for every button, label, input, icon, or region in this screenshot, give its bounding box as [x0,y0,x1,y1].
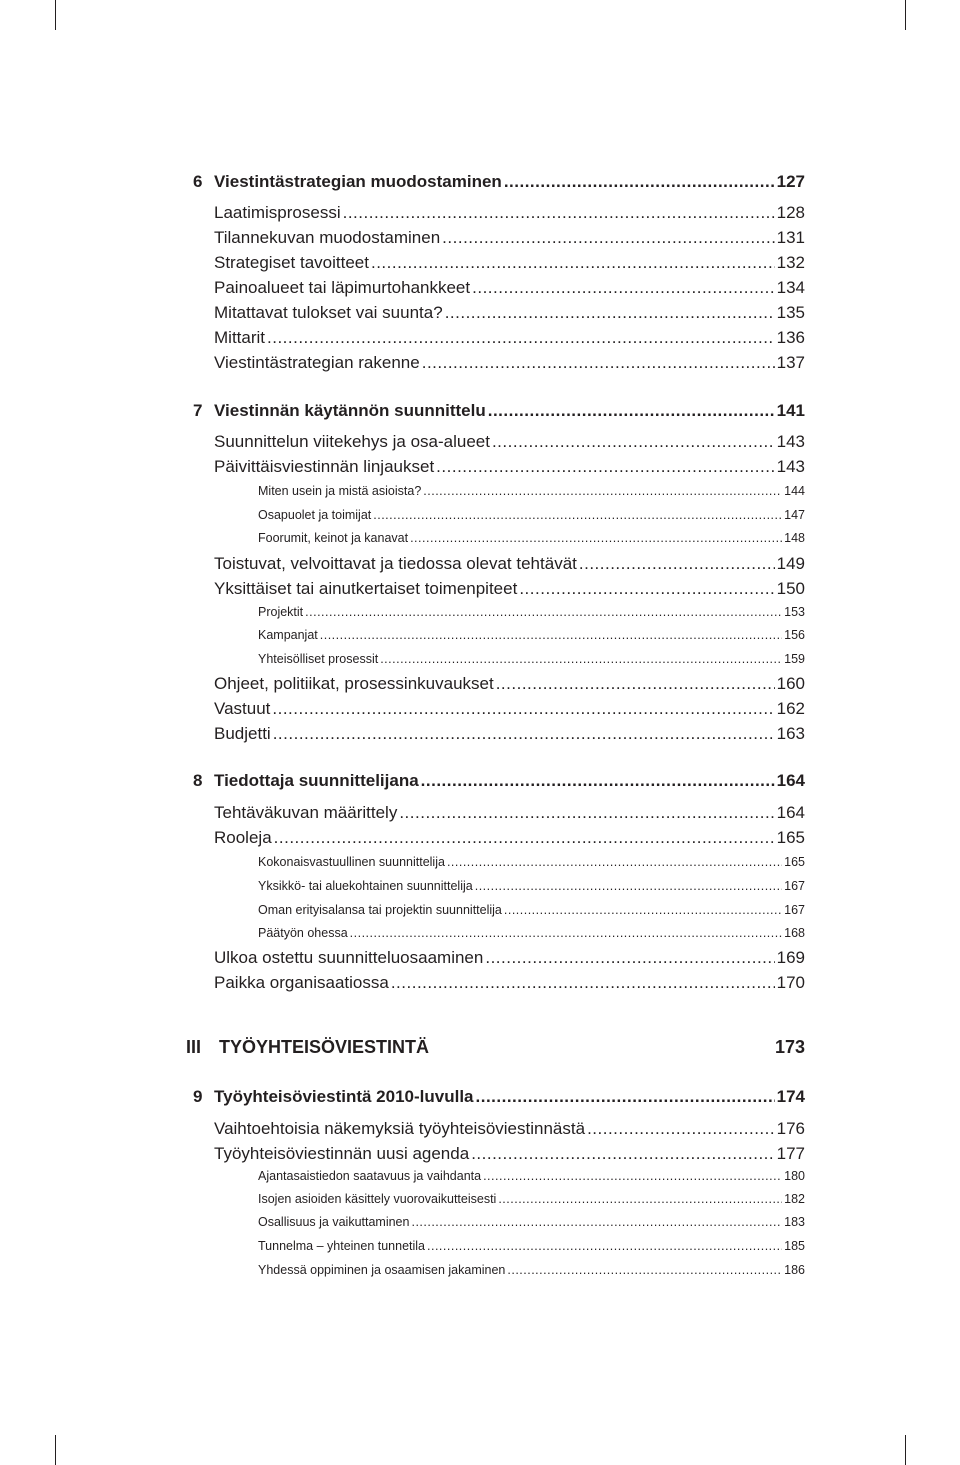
dot-leader [380,652,782,666]
page-number: 164 [776,803,805,822]
dot-leader [305,605,782,619]
entry-title: Miten usein ja mistä asioista? [258,484,422,498]
chapter-number: 8 [193,771,203,790]
toc-entry-row[interactable] [0,855,960,879]
entry-title: Foorumit, keinot ja kanavat [258,531,409,545]
page-number: 165 [776,828,805,847]
dot-leader [399,803,774,823]
toc-entry-row[interactable] [0,605,960,629]
dot-leader [504,903,782,917]
dot-leader [483,1169,782,1183]
dot-leader [475,879,782,893]
page-number: 177 [776,1144,805,1163]
toc-entry-row[interactable] [0,484,960,508]
page-number: 165 [784,855,805,869]
entry-title: Työyhteisöviestintä 2010-luvulla [214,1087,474,1106]
page-number: 174 [776,1087,805,1106]
chapter-number: 6 [193,172,203,191]
toc-entry-row[interactable] [0,724,960,748]
dot-leader [427,1239,782,1253]
page-number: 185 [784,1239,805,1253]
entry-title: Yhteisölliset prosessit [258,652,379,666]
entry-title: Yhdessä oppiminen ja osaamisen jakaminen [258,1263,506,1277]
dot-leader [507,1263,782,1277]
dot-leader [320,628,782,642]
entry-title: Tunnelma – yhteinen tunnetila [258,1239,426,1253]
page-number: 176 [776,1119,805,1138]
dot-leader [422,353,775,373]
entry-title: Tilannekuvan muodostaminen [214,228,441,247]
toc-entry-row[interactable] [0,353,960,377]
entry-title: Viestinnän käytännön suunnittelu [214,401,486,420]
page-number: 135 [776,303,805,322]
dot-leader [272,699,774,719]
page-number: 131 [776,228,805,247]
toc-entry-row[interactable] [0,1144,960,1168]
dot-leader [488,401,775,421]
toc-entry-row[interactable] [0,1192,960,1216]
page-number: 143 [776,432,805,451]
page-number: 168 [784,926,805,940]
toc-chapter-row[interactable] [0,771,960,795]
page-number: 148 [784,531,805,545]
toc-chapter-row[interactable] [0,172,960,196]
page-number: 144 [784,484,805,498]
entry-title: Ohjeet, politiikat, prosessinkuvaukset [214,674,494,693]
page-number: 186 [784,1263,805,1277]
dot-leader [485,948,774,968]
toc-entry-row[interactable] [0,303,960,327]
toc-entry-row[interactable] [0,879,960,903]
entry-title: Yksittäiset tai ainutkertaiset toimenpiteet [214,579,518,598]
page-number: 160 [776,674,805,693]
dot-leader [391,973,775,993]
toc-entry-row[interactable] [0,457,960,481]
page-number: 159 [784,652,805,666]
toc-entry-row[interactable] [0,554,960,578]
toc-entry-row[interactable] [0,508,960,532]
dot-leader [587,1119,775,1139]
entry-title: Ajantasaistiedon saatavuus ja vaihdanta [258,1169,482,1183]
dot-leader [273,724,775,744]
entry-title: Mitattavat tulokset vai suunta? [214,303,443,322]
page-number: 141 [776,401,805,420]
dot-leader [476,1087,775,1107]
dot-leader [471,1144,774,1164]
toc-entry-row[interactable] [0,228,960,252]
toc-entry-row[interactable] [0,674,960,698]
page-number: 167 [784,903,805,917]
entry-title: Tehtäväkuvan määrittely [214,803,398,822]
dot-leader [436,457,774,477]
entry-title: Kokonaisvastuullinen suunnittelija [258,855,445,869]
page-number: 150 [776,579,805,598]
part-title: TYÖYHTEISÖVIESTINTÄ [219,1037,430,1057]
page-number: 134 [776,278,805,297]
toc-entry-row[interactable] [0,903,960,927]
page-number: 128 [776,203,805,222]
dot-leader [579,554,775,574]
entry-title: Toistuvat, velvoittavat ja tiedossa olevat tehtävät [214,554,577,573]
page-number: 147 [784,508,805,522]
entry-title: Mittarit [214,328,265,347]
entry-title: Vastuut [214,699,271,718]
page-number: 156 [784,628,805,642]
page-number: 180 [784,1169,805,1183]
page-number: 162 [776,699,805,718]
toc-entry-row[interactable] [0,926,960,950]
toc-entry-row[interactable] [0,652,960,676]
dot-leader [447,855,782,869]
entry-title: Viestintästrategian muodostaminen [214,172,502,191]
entry-title: Osallisuus ja vaikuttaminen [258,1215,410,1229]
dot-leader [410,531,782,545]
toc-entry-row[interactable] [0,432,960,456]
entry-title: Strategiset tavoitteet [214,253,369,272]
toc-part-row[interactable] [0,1037,960,1061]
entry-title: Vaihtoehtoisia näkemyksiä työyhteisöviestinnästä [214,1119,586,1138]
toc-entry-row[interactable] [0,203,960,227]
toc-entry-row[interactable] [0,1119,960,1143]
page-number: 163 [776,724,805,743]
dot-leader [496,674,775,694]
page-number: 169 [776,948,805,967]
page-number: 167 [784,879,805,893]
toc-entry-row[interactable] [0,1239,960,1263]
dot-leader [472,278,775,298]
dot-leader [504,172,775,192]
page-number: 149 [776,554,805,573]
page-number: 164 [776,771,805,790]
page-number: 132 [776,253,805,272]
dot-leader [421,771,775,791]
entry-title: Laatimisprosessi [214,203,341,222]
dot-leader [350,926,782,940]
page-number: 170 [776,973,805,992]
toc-entry-row[interactable] [0,328,960,352]
toc-entry-row[interactable] [0,579,960,603]
entry-title: Osapuolet ja toimijat [258,508,372,522]
page-number: 136 [776,328,805,347]
chapter-number: 9 [193,1087,203,1106]
dot-leader [274,828,775,848]
toc-entry-row[interactable] [0,1263,960,1287]
entry-title: Suunnittelun viitekehys ja osa-alueet [214,432,490,451]
entry-title: Rooleja [214,828,272,847]
page-number: 153 [784,605,805,619]
toc-chapter-row[interactable] [0,401,960,425]
toc-entry-row[interactable] [0,278,960,302]
page-number: 183 [784,1215,805,1229]
dot-leader [519,579,774,599]
entry-title: Budjetti [214,724,271,743]
entry-title: Tiedottaja suunnittelijana [214,771,419,790]
entry-title: Oman erityisalansa tai projektin suunnittelija [258,903,502,917]
dot-leader [411,1215,782,1229]
toc-entry-row[interactable] [0,803,960,827]
toc-entry-row[interactable] [0,699,960,723]
entry-title: Viestintästrategian rakenne [214,353,420,372]
dot-leader [492,432,775,452]
dot-leader [343,203,775,223]
entry-title: Paikka organisaatiossa [214,973,389,992]
toc-entry-row[interactable] [0,628,960,652]
entry-title: Päätyön ohessa [258,926,348,940]
toc-entry-row[interactable] [0,1215,960,1239]
toc-entry-row[interactable] [0,531,960,555]
toc-entry-row[interactable] [0,973,960,997]
entry-title: Kampanjat [258,628,318,642]
toc-entry-row[interactable] [0,948,960,972]
dot-leader [498,1192,782,1206]
entry-title: Yksikkö- tai aluekohtainen suunnittelija [258,879,473,893]
part-number: III [186,1037,202,1057]
toc-entry-row[interactable] [0,1169,960,1193]
toc-entry-row[interactable] [0,828,960,852]
dot-leader [371,253,775,273]
dot-leader [373,508,782,522]
entry-title: Projektit [258,605,304,619]
toc-entry-row[interactable] [0,253,960,277]
page-number: 143 [776,457,805,476]
entry-title: Työyhteisöviestinnän uusi agenda [214,1144,470,1163]
entry-title: Isojen asioiden käsittely vuorovaikutteisesti [258,1192,497,1206]
toc-chapter-row[interactable] [0,1087,960,1111]
dot-leader [423,484,782,498]
entry-title: Ulkoa ostettu suunnitteluosaaminen [214,948,484,967]
chapter-number: 7 [193,401,203,420]
dot-leader [445,303,775,323]
page-number: 127 [776,172,805,191]
part-page-number: 173 [774,1037,805,1057]
dot-leader [442,228,774,248]
dot-leader [267,328,775,348]
page-number: 182 [784,1192,805,1206]
entry-title: Päivittäisviestinnän linjaukset [214,457,435,476]
entry-title: Painoalueet tai läpimurtohankkeet [214,278,471,297]
page-number: 137 [776,353,805,372]
